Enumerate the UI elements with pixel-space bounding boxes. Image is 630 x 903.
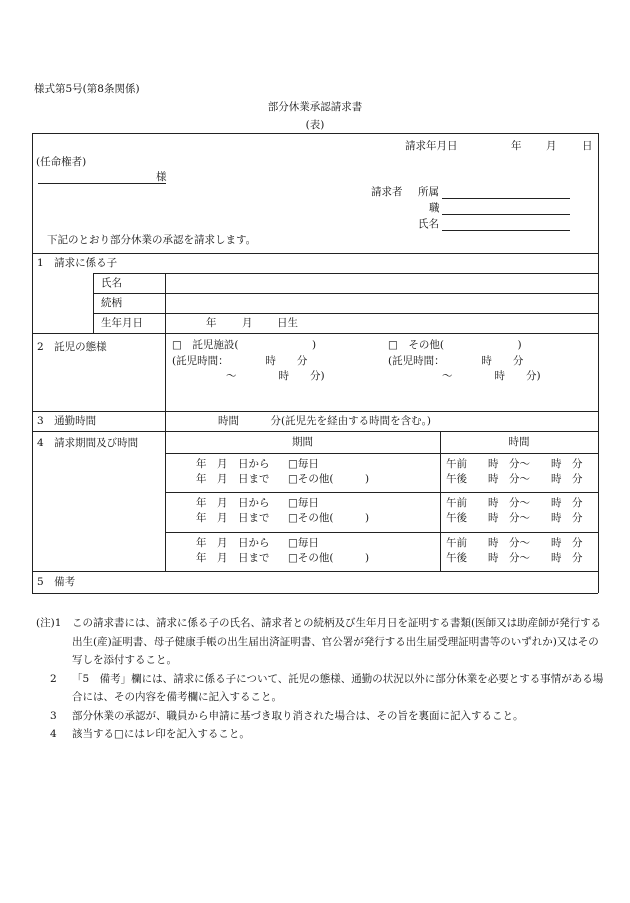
- period-to: 年 月 日まで: [196, 473, 270, 485]
- affiliation-label: 所属: [418, 186, 439, 198]
- name-blank[interactable]: [442, 230, 570, 231]
- note-text: 「5 備考」欄には、請求に係る子について、託児の態様、通勤の状況以外に部分休業を必要とする事情がある場合には、その内容を備考欄に記入すること。: [72, 672, 604, 703]
- period-header: 期間: [292, 436, 313, 448]
- daily-option[interactable]: □毎日: [288, 497, 319, 509]
- other-period-option[interactable]: □その他( ): [288, 552, 370, 564]
- note-number: 3: [50, 709, 57, 722]
- other-time-to: 〜 時 分): [442, 370, 541, 382]
- note-text: 該当する□にはレ印を記入すること。: [72, 728, 250, 740]
- child-birthdate-label: 生年月日: [101, 317, 143, 329]
- am-time: 午前 時 分〜 時 分: [446, 497, 583, 509]
- other-option[interactable]: □ その他( ): [388, 339, 522, 351]
- section-2-label: 2 託児の態様: [37, 341, 107, 353]
- section-4-label: 4 請求期間及び時間: [37, 437, 139, 449]
- birth-day: 日生: [277, 317, 298, 329]
- form-title: 部分休業承認請求書: [267, 101, 363, 113]
- nursery-time: (託児時間： 時 分: [172, 355, 308, 367]
- form-number: 様式第5号(第8条関係): [34, 83, 140, 95]
- birth-year: 年: [206, 317, 217, 329]
- section-3-label: 3 通勤時間: [37, 415, 97, 427]
- note-item: [36, 725, 606, 744]
- name-label: 氏名: [418, 218, 439, 230]
- requester-label: 請求者: [371, 186, 403, 198]
- note-number: (注)1: [36, 617, 62, 629]
- birth-month: 月: [242, 317, 253, 329]
- section-1-label: 1 請求に係る子: [37, 257, 118, 269]
- form-side-label: (表): [305, 119, 325, 131]
- daily-option[interactable]: □毎日: [288, 458, 319, 470]
- am-time: 午前 時 分〜 時 分: [446, 537, 583, 549]
- note-item: [36, 670, 606, 707]
- daily-option[interactable]: □毎日: [288, 537, 319, 549]
- position-blank[interactable]: [442, 214, 570, 215]
- request-date-day: 日: [582, 140, 593, 152]
- note-text: 部分休業の承認が、職員から申請に基づき取り消された場合は、その旨を裏面に記入すること。: [72, 709, 524, 722]
- am-time: 午前 時 分〜 時 分: [446, 458, 583, 470]
- note-text: この請求書には、請求に係る子の氏名、請求者との続柄及び生年月日を証明する書類(医師又は助産師が発行する出生(産)証明書、母子健康手帳の出生届出済証明書、官公署が発行する出生届受理証明書等のいずれか)又はその写しを添付すること。: [72, 617, 602, 666]
- other-period-option[interactable]: □その他( ): [288, 473, 370, 485]
- appointer-blank[interactable]: [38, 183, 166, 184]
- request-date-label: 請求年月日: [405, 140, 458, 152]
- child-relation-label: 続柄: [101, 297, 122, 309]
- notes: [36, 614, 606, 744]
- other-time: (託児時間： 時 分: [388, 355, 524, 367]
- time-header: 時間: [508, 436, 530, 448]
- nursery-time-to: 〜 時 分): [226, 370, 325, 382]
- request-date-year: 年: [511, 140, 522, 152]
- child-name-label: 氏名: [101, 277, 122, 289]
- note-item: [36, 614, 606, 670]
- pm-time: 午後 時 分〜 時 分: [446, 512, 583, 524]
- period-from: 年 月 日から: [196, 537, 270, 549]
- period-from: 年 月 日から: [196, 458, 270, 470]
- note-number: 4: [50, 728, 57, 740]
- period-to: 年 月 日まで: [196, 512, 270, 524]
- request-date-month: 月: [546, 140, 557, 152]
- appointer-label: (任命権者): [36, 156, 87, 168]
- pm-time: 午後 時 分〜 時 分: [446, 552, 583, 564]
- other-period-option[interactable]: □その他( ): [288, 512, 370, 524]
- note-item: [36, 707, 606, 726]
- commute-time-value: 時間 分(託児先を経由する時間を含む。): [218, 415, 431, 427]
- request-statement: 下記のとおり部分休業の承認を請求します。: [47, 234, 257, 246]
- section-5-label: 5 備考: [37, 576, 76, 588]
- nursery-option[interactable]: □ 託児施設( ): [172, 339, 317, 351]
- affiliation-blank[interactable]: [442, 198, 570, 199]
- pm-time: 午後 時 分〜 時 分: [446, 473, 583, 485]
- honorific: 様: [156, 171, 167, 183]
- note-number: 2: [50, 672, 57, 685]
- period-to: 年 月 日まで: [196, 552, 270, 564]
- position-label: 職: [429, 202, 440, 214]
- period-from: 年 月 日から: [196, 497, 270, 509]
